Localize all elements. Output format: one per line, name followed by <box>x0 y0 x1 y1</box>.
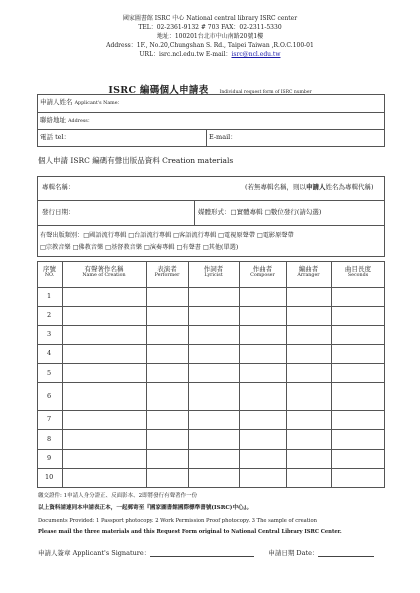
table-row-divider <box>37 429 385 430</box>
column-header-no-en: NO. <box>44 273 55 278</box>
header-address-en: Address：1F., No.20,Chungshan S. Rd., Taipei Taiwan ,R.O.C.100-01 <box>106 42 314 49</box>
table-col-divider <box>286 261 287 488</box>
table-col-divider <box>188 261 189 488</box>
header-email-link[interactable]: isrc@ncl.edu.tw <box>231 51 281 58</box>
applicant-address-label: 聯絡地址 <box>40 116 66 124</box>
form-title-main: ISRC 編碼個人申請表 <box>108 85 209 96</box>
column-header-no <box>37 265 62 279</box>
documents-note-zh: 繳交證件: 1申請人身分證正、反面影本、2即將發行有聲著作一份 <box>38 493 198 499</box>
album-name-note-pre: (若無專輯名稱，則以 <box>245 183 307 191</box>
table-col-divider <box>62 261 63 488</box>
album-name-note-bold: 申請人 <box>306 183 326 191</box>
applicant-tel-field[interactable]: 電話 tel： <box>40 133 71 141</box>
column-header-performer <box>146 265 188 279</box>
header-tel-line: TEL：02-2361-9132 # 703 FAX：02-2311-5330 <box>138 24 282 31</box>
header-address-zh: 地址：100201台北市中山南路20號1樓 <box>156 33 264 40</box>
mail-note-zh: 以上資料請連同本申請表正本，一起郵寄至『國家圖書館國際標準書號(ISRC)中心』。 <box>38 505 253 511</box>
signature-label: 申請人簽章 Applicant's Signature： <box>38 549 151 557</box>
date-label: 申請日期 Date： <box>268 549 319 557</box>
column-header-lyricist <box>188 265 239 279</box>
divider <box>37 129 385 130</box>
divider <box>206 129 207 147</box>
divider <box>37 112 385 113</box>
applicant-address-field[interactable] <box>40 116 93 126</box>
table-row-number: 7 <box>47 415 52 423</box>
column-header-lyricist-zh: 作詞者 <box>203 265 224 273</box>
table-row-number: 1 <box>47 292 52 300</box>
signature-field[interactable] <box>150 549 254 557</box>
creation-table <box>37 261 385 488</box>
form-title-sub: Individual request form of ISRC number <box>219 90 312 95</box>
table-row-divider <box>37 363 385 364</box>
column-header-creation-en: Name of Creation <box>82 273 126 278</box>
column-header-composer <box>239 265 286 279</box>
documents-note-en: Documents Provided: 1 Passport photocopy. 2 Work Permission Proof photocopy. 3 The sample of creation <box>38 518 317 524</box>
date-field[interactable] <box>318 549 374 557</box>
table-col-divider <box>331 261 332 488</box>
header-contact-line <box>0 50 420 59</box>
column-header-performer-zh: 表演者 <box>157 265 177 273</box>
table-row-number: 9 <box>47 454 52 462</box>
divider <box>194 200 195 225</box>
mail-note-en: Please mail the three materials and this Request Form original to National Central Library ISRC Center. <box>38 529 342 535</box>
applicant-name-label: 申請人姓名 <box>40 98 73 106</box>
table-row-number: 5 <box>47 369 52 377</box>
column-header-composer-zh: 作曲者 <box>252 265 273 273</box>
column-header-arranger-zh: 編曲者 <box>298 265 319 273</box>
table-row-divider <box>37 306 385 307</box>
applicant-name-field[interactable] <box>40 98 122 108</box>
release-date-field[interactable]: 發行日期： <box>42 208 75 216</box>
media-format-options[interactable]: 媒體形式：□實體專輯 □數位發行(請勾選) <box>198 208 322 216</box>
signature-row <box>38 549 374 557</box>
column-header-seconds-zh: 曲目長度 <box>345 265 371 273</box>
column-header-creation-zh: 有聲著作名稱 <box>84 265 124 273</box>
applicant-name-label-en: Applicant's Name： <box>74 101 123 106</box>
column-header-lyricist-en: Lyricist <box>204 273 223 278</box>
table-row-number: 2 <box>47 311 52 319</box>
divider <box>37 200 385 201</box>
category-options-line1[interactable]: 有聲出版類別：□國語流行專輯 □台語流行專輯 □客語流行專輯 □電視原聲帶 □電影原聲帶 <box>40 232 294 239</box>
category-options-line2[interactable]: □宗教音樂 □佛教音樂 □基督教音樂 □演奏專輯 □有聲書 □其他(單選) <box>40 244 239 251</box>
header-org-line: 國家圖書館 ISRC 中心 National central library ISRC center <box>122 15 298 22</box>
table-row-number: 10 <box>45 473 54 481</box>
header-url: URL：isrc.ncl.edu.tw E-mail： <box>139 51 232 58</box>
column-header-no-zh: 序號 <box>43 265 56 273</box>
applicant-address-label-en: Address： <box>68 119 93 124</box>
column-header-arranger-en: Arranger <box>297 273 320 278</box>
column-header-creation <box>62 265 146 279</box>
album-name-field[interactable]: 專輯名稱： <box>42 183 75 191</box>
table-header-divider <box>37 287 385 288</box>
column-header-arranger <box>286 265 331 279</box>
table-row-number: 4 <box>47 349 52 357</box>
column-header-seconds <box>331 265 385 279</box>
album-name-note-post: 姓名為專輯代稱) <box>325 183 374 191</box>
table-row-number: 3 <box>47 330 52 338</box>
table-row-number: 8 <box>47 435 52 443</box>
table-row-divider <box>37 468 385 469</box>
table-row-divider <box>37 344 385 345</box>
table-col-divider <box>239 261 240 488</box>
column-header-performer-en: Performer <box>154 273 180 278</box>
table-row-number: 6 <box>47 392 52 400</box>
table-row-divider <box>37 449 385 450</box>
applicant-email-field[interactable]: E-mail： <box>209 133 237 141</box>
table-col-divider <box>146 261 147 488</box>
column-header-composer-en: Composer <box>250 273 275 278</box>
column-header-seconds-en: Seconds <box>347 273 369 278</box>
table-row-divider <box>37 325 385 326</box>
table-row-divider <box>37 410 385 411</box>
section-title: 個人申請 ISRC 編碼有聲出版品資料 Creation materials <box>38 156 234 165</box>
album-name-note <box>245 183 374 192</box>
table-row-divider <box>37 382 385 383</box>
divider <box>37 225 385 226</box>
